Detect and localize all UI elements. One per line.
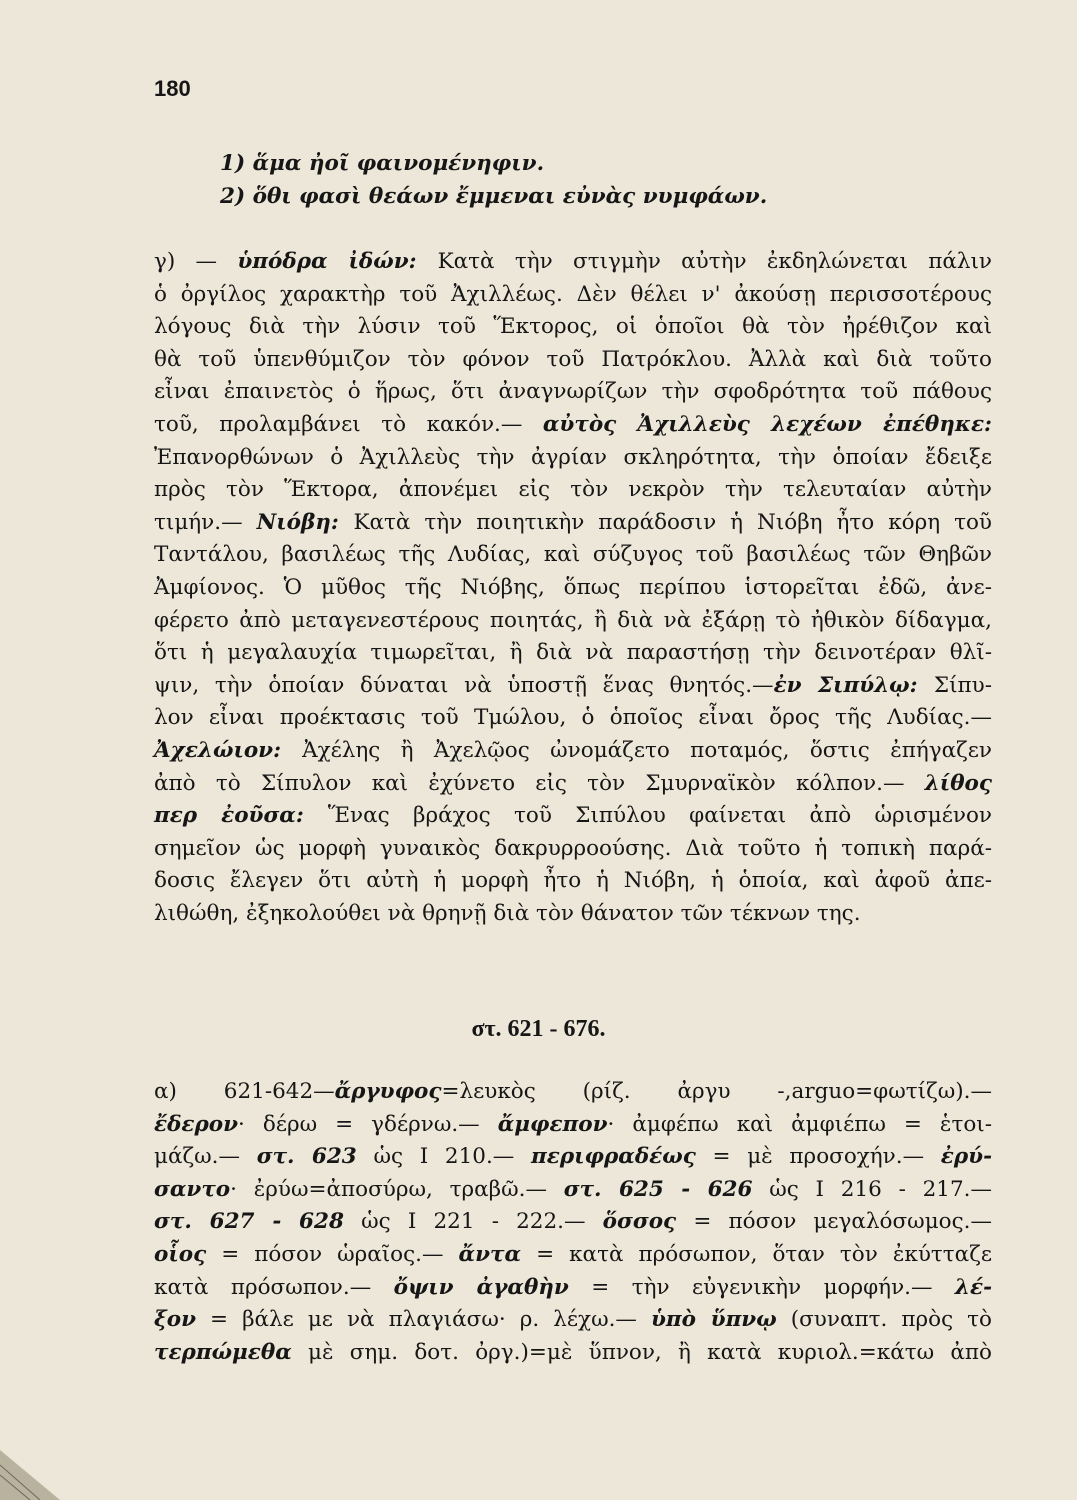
text-line xyxy=(154,800,992,833)
lemma: οἷος xyxy=(154,1241,207,1267)
text-run: · ἀμφέπω καὶ ἀμφιέπω = ἑτοι- xyxy=(607,1111,992,1137)
text-run: ὡς Ι 210.— xyxy=(356,1144,532,1170)
lemma: Ἀχελώιον: xyxy=(154,737,303,763)
text-run: Ἀχέλης ἢ Ἀχελῷος ὠνομάζετο ποταμός, ὅστις ἐπήγαζεν xyxy=(302,737,992,763)
lemma: στ. 627 - 628 xyxy=(154,1209,344,1235)
lemma: ἄντα xyxy=(458,1241,522,1267)
text-run: Κατὰ τὴν ποιητικὴν παράδοσιν ἡ Νιόβη ἦτο κόρη τοῦ xyxy=(353,509,992,535)
lemma: Νιόβη: xyxy=(256,509,354,535)
text-run: τοῦ, προλαμβάνει τὸ κακόν.— xyxy=(154,411,543,437)
text-run: · ἐρύω=ἀποσύρω, τραβῶ.— xyxy=(230,1176,564,1202)
text-line xyxy=(154,376,992,409)
text-line xyxy=(154,507,992,540)
text-run: = βάλε με νὰ πλαγιάσω· ρ. λέχω.— xyxy=(196,1307,651,1333)
lemma: στ. 625 - 626 xyxy=(563,1176,753,1202)
text-run: ὁ ὀργίλος χαρακτὴρ τοῦ Ἀχιλλέως. Δὲν θέλει ν' ἀκούσῃ περισσοτέρους xyxy=(154,281,992,307)
lemma: σαντο xyxy=(154,1176,231,1202)
text-line xyxy=(154,605,992,638)
text-line xyxy=(154,311,992,344)
lemma: ἔδερον xyxy=(154,1111,239,1137)
text-run: ἀπὸ τὸ Σίπυλον καὶ ἐχύνετο εἰς τὸν Σμυρναϊκὸν κόλπον.— xyxy=(154,770,925,796)
text-run: ὅτι ἡ μεγαλαυχία τιμωρεῖται, ἢ διὰ νὰ παραστήσῃ τὴν δεινοτέραν θλῖ- xyxy=(154,640,992,666)
text-run: = τὴν εὐγενικὴν μορφήν.— xyxy=(568,1274,955,1300)
text-run: θὰ τοῦ ὑπενθύμιζον τὸν φόνον τοῦ Πατρόκλου. Ἀλλὰ καὶ διὰ τοῦτο xyxy=(154,346,992,372)
lemma: ἐρύ- xyxy=(940,1144,992,1170)
text-run: ὡς Ι 221 - 222.— xyxy=(343,1209,603,1235)
lemma: στ. 623 xyxy=(256,1144,357,1170)
text-line xyxy=(154,1206,992,1239)
text-line xyxy=(154,1109,992,1142)
section-heading: στ. 621 - 676. xyxy=(471,1016,606,1042)
text-line xyxy=(154,572,992,605)
lemma: ὑπὸ ὕπνῳ xyxy=(650,1307,777,1333)
text-run: =λευκὸς (ρίζ. ἀργυ -,arguo=φωτίζω).— xyxy=(441,1079,992,1104)
text-line xyxy=(154,1337,992,1370)
text-line xyxy=(154,1141,992,1174)
text-line xyxy=(154,1272,992,1305)
text-run: πρὸς τὸν Ἕκτορα, ἀπονέμει εἰς τὸν νεκρὸν τὴν τελευταίαν αὐτὴν xyxy=(154,477,992,503)
text-run: α) 621-642— xyxy=(154,1079,335,1104)
text-line xyxy=(154,1239,992,1272)
text-run: = πόσον ὡραῖος.— xyxy=(206,1241,459,1267)
text-line xyxy=(154,865,992,898)
text-line xyxy=(154,1304,992,1337)
text-run: μὲ σημ. δοτ. ὀργ.)=μὲ ὕπνον, ἢ κατὰ κυριολ.=κάτω ἀπὸ xyxy=(291,1339,992,1365)
text-run: ὡς Ι 216 - 217.— xyxy=(752,1176,992,1202)
lemma: περιφραδέως xyxy=(531,1144,696,1170)
text-run: = μὲ προσοχήν.— xyxy=(695,1144,941,1170)
text-run: Σίπυ- xyxy=(933,672,993,698)
text-run: εἶναι ἐπαινετὸς ὁ ἥρως, ὅτι ἀναγνωρίζων τὴν σφοδρότητα τοῦ πάθους xyxy=(154,379,992,405)
text-run: Ἐπανορθώνων ὁ Ἀχιλλεὺς τὴν ἀγρίαν σκληρότητα, τὴν ὁποίαν ἔδειξε xyxy=(154,444,992,470)
text-run: Κατὰ τὴν στιγμὴν αὐτὴν ἐκδηλώνεται πάλιν xyxy=(437,249,992,274)
page-number: 180 xyxy=(154,76,191,101)
text-run: · δέρω = γδέρνω.— xyxy=(238,1111,498,1137)
text-run: λόγους διὰ τὴν λύσιν τοῦ Ἕκτορος, οἱ ὁποῖοι θὰ τὸν ἠρέθιζον καὶ xyxy=(154,314,992,340)
text-run: τιμήν.— xyxy=(154,509,257,535)
text-line xyxy=(154,833,992,866)
text-line xyxy=(154,702,992,735)
text-line xyxy=(154,768,992,801)
text-run: Ταντάλου, βασιλέως τῆς Λυδίας, καὶ σύζυγος τοῦ βασιλέως τῶν Θηβῶν xyxy=(154,542,992,568)
text-line xyxy=(154,637,992,670)
text-line xyxy=(154,279,992,312)
text-line xyxy=(154,539,992,572)
quoted-phrases xyxy=(220,148,920,213)
text-run: = πόσον μεγαλόσωμος.— xyxy=(676,1209,992,1235)
lemma: ξον xyxy=(154,1307,196,1333)
lemma: περ ἐοῦσα: xyxy=(154,803,328,829)
text-line xyxy=(154,474,992,507)
text-line xyxy=(154,1174,992,1207)
page-corner-scan-mark xyxy=(0,1410,90,1500)
lemma: αὐτὸς Ἀχιλλεὺς λεχέων ἐπέθηκε: xyxy=(542,411,992,437)
text-line xyxy=(154,670,992,703)
lemma: ὄψιν ἀγαθὴν xyxy=(393,1274,569,1300)
text-run: φέρετο ἀπὸ μεταγενεστέρους ποιητάς, ἢ διὰ νὰ ἐξάρῃ τὸ ἠθικὸν δίδαγμα, xyxy=(154,607,992,633)
text-line xyxy=(154,344,992,377)
lemma: ὑπόδρα ἰδών: xyxy=(237,249,438,274)
lemma: λέ- xyxy=(954,1274,992,1300)
text-line xyxy=(154,442,992,475)
commentary-alpha xyxy=(154,1076,992,1369)
text-line xyxy=(154,409,992,442)
text-run: δοσις ἔλεγεν ὅτι αὐτὴ ἡ μορφὴ ἦτο ἡ Νιόβη, ἡ ὁποία, καὶ ἀφοῦ ἀπε- xyxy=(154,868,992,894)
quote-line: 1) ἅμα ἠοῖ φαινομένηφιν. xyxy=(220,151,545,176)
commentary-gamma xyxy=(154,246,992,930)
text-run: (συναπτ. πρὸς τὸ xyxy=(776,1307,992,1333)
lemma: τερπώμεθα xyxy=(154,1339,292,1365)
text-run: γ) — xyxy=(154,249,238,274)
quote-line: 2) ὅθι φασὶ θεάων ἔμμεναι εὐνὰς νυμφάων. xyxy=(220,183,768,209)
text-run: = κατὰ πρόσωπον, ὅταν τὸν ἐκύτταζε xyxy=(521,1241,992,1267)
text-run: λον εἶναι προέκτασις τοῦ Τμώλου, ὁ ὁποῖος εἶναι ὄρος τῆς Λυδίας.— xyxy=(154,705,992,731)
lemma: ἐν Σιπύλῳ: xyxy=(773,672,934,698)
lemma: ὅσσος xyxy=(602,1209,677,1235)
text-run: Ἕνας βράχος τοῦ Σιπύλου φαίνεται ἀπὸ ὡρισμένον xyxy=(327,803,992,829)
text-line xyxy=(154,735,992,768)
text-line xyxy=(154,898,992,931)
lemma: λίθος xyxy=(924,770,992,796)
text-run: λιθώθη, ἐξηκολούθει νὰ θρηνῇ διὰ τὸν θάνατον τῶν τέκνων της. xyxy=(154,900,861,926)
text-run: ψιν, τὴν ὁποίαν δύναται νὰ ὑποστῇ ἕνας θνητός.— xyxy=(154,672,774,698)
text-line xyxy=(154,246,992,279)
text-run: Ἀμφίονος. Ὁ μῦθος τῆς Νιόβης, ὅπως περίπου ἱστορεῖται ἐδῶ, ἀνε- xyxy=(154,574,992,600)
text-line xyxy=(154,1076,992,1109)
lemma: ἄμφεπον xyxy=(497,1111,608,1137)
lemma: ἄργυφος xyxy=(334,1079,442,1104)
text-run: σημεῖον ὡς μορφὴ γυναικὸς δακρυρροούσης. Διὰ τοῦτο ἡ τοπικὴ παρά- xyxy=(154,835,992,861)
text-run: κατὰ πρόσωπον.— xyxy=(154,1274,394,1300)
text-run: μάζω.— xyxy=(154,1144,257,1170)
